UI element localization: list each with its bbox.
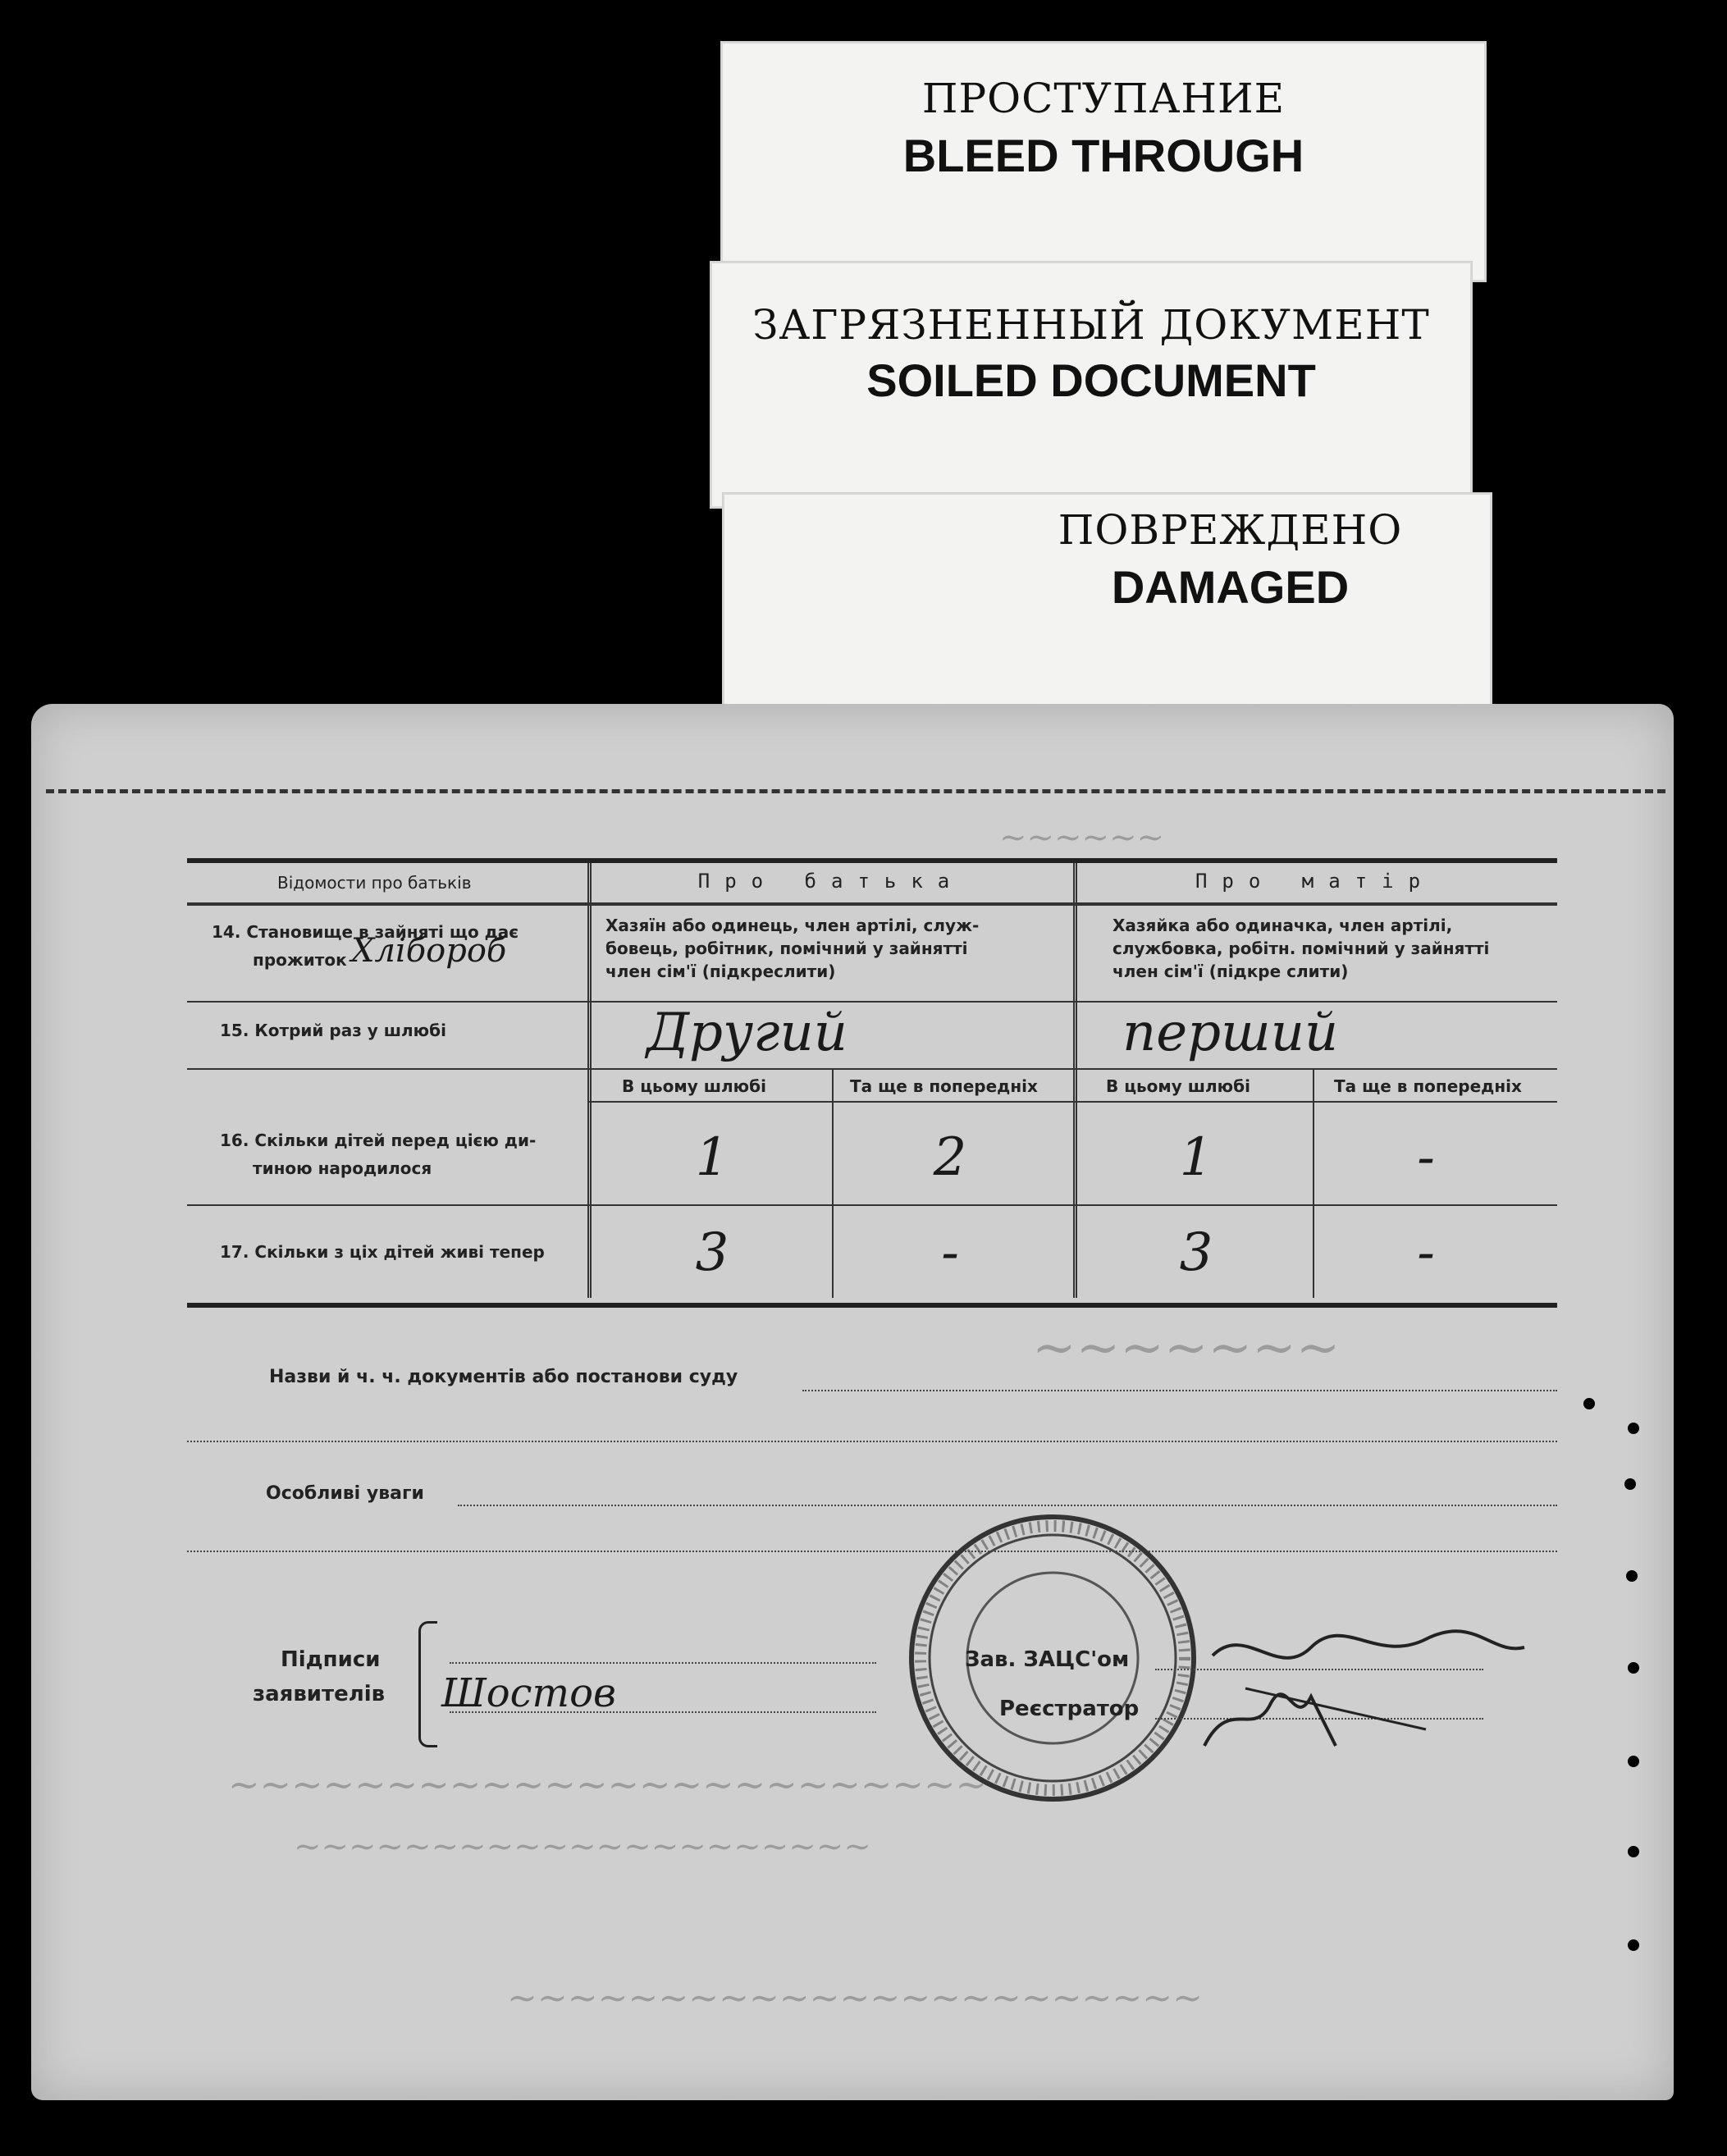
occupation-handwritten: Хлібороб — [351, 932, 507, 970]
subheader-previous-father: Та ще в попередніх — [850, 1076, 1038, 1096]
column-header-parents: Відомости про батьків — [277, 873, 472, 893]
children-born-previous-mother: - — [1417, 1127, 1435, 1188]
bleed-through-mark: ~~~~~~ — [999, 819, 1165, 856]
bleed-through-mark: ~~~~~~~~~~~~~~~~~~~~~~~ — [507, 1977, 1203, 2019]
row-15-label: 15. Котрий раз у шлюбі — [220, 1021, 446, 1040]
card-english-label: BLEED THROUGH — [902, 130, 1304, 181]
damaged-card — [722, 492, 1492, 707]
father-occupation-line2: бовець, робітник, помічний у зайнятті — [605, 939, 968, 958]
registrar-label: Реєстратор — [999, 1697, 1140, 1721]
father-occupation-line3: член сім'ї (підкреслити) — [605, 962, 836, 981]
column-header-mother: Про матір — [1195, 870, 1436, 893]
subheader-this-marriage-father: В цьому шлюбі — [622, 1076, 766, 1096]
card-russian-label: ЗАГРЯЗНЕННЫЙ ДОКУМЕНТ — [752, 301, 1430, 349]
children-born-this-marriage-father: 1 — [695, 1127, 729, 1188]
children-born-this-marriage-mother: 1 — [1179, 1127, 1213, 1188]
bleed-through-mark: ~~~~~~~~~~~~~~~~~~~~~ — [294, 1828, 871, 1866]
mother-occupation-line3: член сім'ї (підкре слити) — [1112, 962, 1349, 981]
children-alive-this-marriage-father: 3 — [695, 1222, 729, 1283]
children-alive-previous-mother: - — [1417, 1222, 1435, 1283]
row-14-label-cont: прожиток — [253, 950, 347, 970]
notes-label: Особливі уваги — [266, 1483, 424, 1504]
bleed-through-mark: ~~~~~~~~~~~~~~~~~~~~~~~~ — [228, 1762, 988, 1807]
soiled-document-card — [710, 261, 1473, 509]
parents-table — [187, 858, 1557, 1308]
father-occupation-line1: Хазяїн або одинець, член артілі, служ- — [605, 916, 980, 935]
card-english-label: SOILED DOCUMENT — [866, 354, 1316, 406]
children-alive-previous-father: - — [941, 1222, 959, 1283]
registration-record-sheet — [31, 704, 1674, 2100]
applicant-signature: Шостов — [441, 1670, 616, 1716]
mother-occupation-line2: службовка, робітн. помічний у зайнятті — [1112, 939, 1490, 958]
mother-occupation-line1: Хазяйка або одиначка, член артілі, — [1112, 916, 1453, 935]
official-signature-marks — [1180, 1606, 1557, 1770]
children-alive-this-marriage-mother: 3 — [1179, 1222, 1213, 1283]
head-of-registry-label: Зав. ЗАЦС'ом — [965, 1647, 1130, 1672]
subheader-previous-mother: Та ще в попередніх — [1334, 1076, 1522, 1096]
dashed-divider — [46, 789, 1665, 793]
bleed-through-mark: ~~~~~~~ — [1032, 1318, 1341, 1378]
row-17-label: 17. Скільки з ціх дітей живі тепер — [220, 1242, 545, 1262]
signatures-label-cont: заявителів — [253, 1682, 386, 1706]
mother-marriage-count: перший — [1122, 1003, 1339, 1063]
row-16-label-cont: тиною народилося — [253, 1158, 432, 1178]
card-english-label: DAMAGED — [1111, 561, 1350, 613]
card-russian-label: ПРОСТУПАНИЕ — [921, 75, 1286, 122]
card-russian-label: ПОВРЕЖДЕНО — [1058, 506, 1403, 554]
column-header-father: Про батька — [697, 870, 965, 893]
bleed-through-card — [720, 41, 1487, 282]
subheader-this-marriage-mother: В цьому шлюбі — [1106, 1076, 1250, 1096]
signature-bracket — [418, 1621, 437, 1747]
row-16-label: 16. Скільки дітей перед цією ди- — [220, 1131, 537, 1150]
signatures-label: Підписи — [281, 1647, 381, 1672]
row-14-label: 14. Становище в зайняті що дає — [212, 922, 519, 942]
documents-label: Назви й ч. ч. документів або постанови суду — [269, 1367, 738, 1387]
father-marriage-count: Другий — [646, 1003, 848, 1063]
children-born-previous-father: 2 — [933, 1127, 967, 1188]
